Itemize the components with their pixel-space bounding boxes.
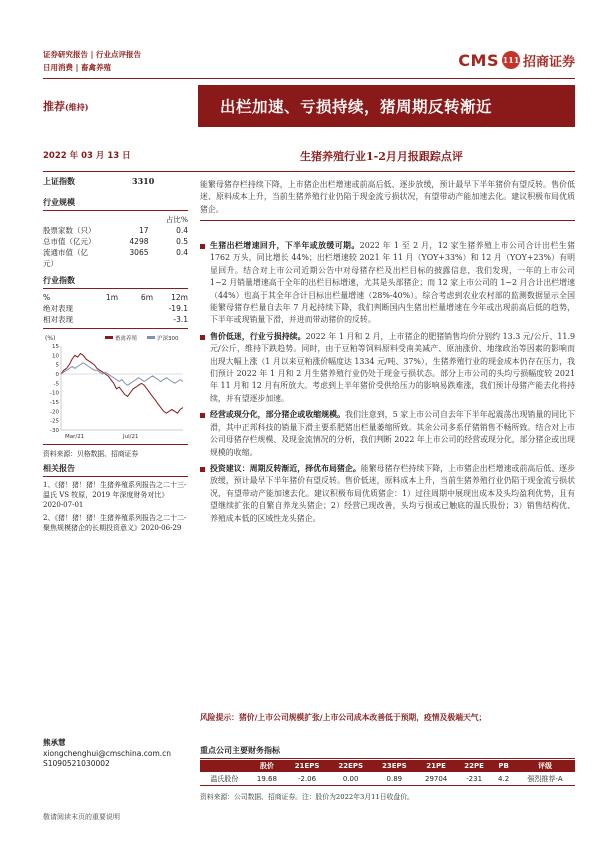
risk-warning: 风险提示：猪价/上市公司规模扩张/上市公司成本改善低于预期，疫情及极端天气；	[200, 713, 487, 722]
bullet-text: 能繁母猪存栏持续下降，上市猪企出栏增速或前高后低、逐步放缓，预计最早下半年猪价有望反转。售价低迷，原料成本上升，当前生猪养殖行业仍陷于现金流亏损状况，有望带动产能加速去化。建议积极布局优质猪企：1）过往周期中展现出成本及头均盈利优势，且有望继续扩张的自繁自养龙头猪企；2）经营已现改善，头均亏损或已触底的温氏股份；3）销售结构优、养殖成本低的区域性龙头猪企。	[210, 463, 575, 523]
performance-chart	[43, 332, 188, 442]
fin-table-header: 股价 21EPS 22EPS 23EPS 21PE 22PE PB 评级	[200, 760, 575, 772]
bullet-marker-icon	[200, 467, 205, 472]
legend-swatch	[147, 336, 155, 339]
fin-table-source: 资料来源：公司数据、招商证券。注：股价为2022年3月11日收盘价。	[200, 793, 414, 801]
bullet-lead: 经营或现分化，部分猪企或收缩规模。	[210, 410, 346, 420]
y-tick-label: -5	[53, 381, 59, 388]
bullet-item	[200, 331, 575, 405]
cms-logo	[458, 49, 575, 71]
footer-note: 敬请阅读末页的重要说明	[43, 813, 120, 821]
y-tick-label: -15	[50, 400, 59, 406]
scale-header: 占比%	[165, 215, 188, 224]
fin-table	[200, 760, 575, 786]
related-item[interactable]: 2、《猪！猪！猪！生猪养殖系列报告之二十二-聚焦规模猪企的长期投资意义》2020-06-29	[43, 514, 187, 532]
perf-row: 相对表现 -3.1	[43, 315, 188, 324]
scale-title: 行业规模	[43, 197, 75, 207]
bullet-text: 我们注意到，5 家上市公司自去年下半年起震荡出现销量的同比下滑，其中正邦科技的销量下滑主要系肥猪出栏量萎缩所致。其余公司多系仔猪销售不畅所致。结合对上市公司母猪存栏规模、及现金流情况的分析，我们判断 2022 年上市公司的经营或现分化，部分猪企或出现规模的收缩。	[210, 410, 575, 457]
y-tick-label: 15	[52, 344, 59, 350]
report-subtitle: 生猪养殖行业1-2月月报跟踪点评	[300, 150, 463, 163]
index-value: 3310	[132, 176, 155, 186]
rating-main: 推荐	[43, 100, 65, 113]
index-row	[43, 176, 188, 187]
scale-row: 股票家数（只） 17 0.4	[43, 226, 188, 235]
bullet-item	[200, 463, 575, 525]
y-tick-label: -20	[50, 409, 59, 416]
y-tick-label: 10	[52, 353, 59, 360]
rating	[43, 98, 89, 114]
bullet-lead: 生猪出栏增速回升，下半年或放缓可期。	[210, 241, 360, 250]
fin-table-title: 重点公司主要财务指标	[200, 745, 575, 759]
report-sector: 日用消费 | 畜禽养殖	[43, 63, 111, 72]
bullet-marker-icon	[200, 413, 205, 418]
perf-header: % 1m 6m 12m	[43, 293, 188, 302]
legend-label: 沪深300	[157, 336, 179, 342]
related-title: 相关报告	[43, 463, 75, 473]
scale-rule	[43, 210, 188, 211]
analyst-name: 熊承慧	[43, 738, 66, 747]
logo-cn: 招商证券	[522, 54, 575, 70]
report-date: 2022 年 03 月 13 日	[43, 151, 131, 161]
report-title: 出栏加速、亏损持续，猪周期反转渐近	[198, 85, 575, 127]
perf-row: 绝对表现 -19.1	[43, 304, 188, 313]
summary: 能繁母猪存栏持续下降，上市猪企出栏增速或前高后低、逐步放缓，预计最早下半年猪价有望反转。售价低迷、原料成本上升，当前生猪养殖行业仍陷于现金流亏损状况，有望带动产能加速去化。建议积极布局优质猪企。	[200, 179, 575, 221]
scale-row: 流通市值（亿元） 3065 0.4	[43, 248, 188, 268]
legend-swatch	[105, 336, 113, 339]
chart-source: 资料来源：贝格数据、招商证券	[43, 450, 139, 458]
bullet-item	[200, 409, 575, 459]
y-tick-label: -30	[50, 428, 59, 434]
bullet-lead: 投资建议：周期反转渐近，择优布局猪企。	[210, 463, 361, 473]
related-item[interactable]: 1、《猪！猪！猪！生猪养殖系列报告之二十三- 温氏 VS 牧原，2019 年深度财务对比》2020-07-01	[43, 481, 187, 509]
bullet-item	[200, 240, 575, 327]
analyst-block	[43, 738, 171, 770]
x-tick-label: Mar/21	[65, 434, 85, 440]
y-tick-label: -10	[50, 390, 59, 397]
y-tick-label: -25	[50, 418, 59, 425]
bullet-lead: 售价低迷，行业亏损持续。	[210, 331, 306, 341]
analyst-license: S1090521030002	[43, 759, 110, 768]
bullet-list	[200, 240, 575, 529]
scale-row: 总市值（亿元） 4298 0.5	[43, 237, 188, 246]
legend-label: 畜禽养殖	[115, 336, 138, 342]
x-tick-label: Jul/21	[123, 434, 139, 440]
rating-sub: (维持)	[65, 102, 89, 112]
y-tick-label: 5	[55, 362, 59, 369]
report-type: 证券研究报告 | 行业点评报告	[43, 50, 141, 59]
bullet-marker-icon	[200, 335, 205, 340]
table-row: 温氏股份 19.68 -2.06 0.00 0.89 29704 -231 4.2 强烈推荐-A	[200, 772, 575, 786]
series-line	[61, 354, 183, 414]
index-label: 上证指数	[43, 176, 75, 186]
perf-title: 行业指数	[43, 275, 75, 285]
y-axis-label: (%)	[45, 335, 56, 342]
y-tick-label: 0	[55, 372, 59, 378]
perf-rule	[43, 288, 188, 289]
bullet-text: 2022 年 1 至 2 月，12 家生猪养殖上市公司合计出栏生猪 1762 万头，同比增长 44%；出栏增速较 2021 年 11 月（YOY+33%）和 12 月（YOY+23%）有明显回升。结合对上市公司近期公告中对母猪存栏及出栏目标的披露信息，我们发现，一年的上市公司 1~2 月销量增速高于全年的出栏目标增速，尤其是头部猪企；而 12 家上市公司的 1~2 月合计出栏增速（44%）也高于其全年合计目标出栏量增速（28%-40%）。综合考虑到农业农村部的监测数据显示全国能繁母猪存栏量自去年 7 月起持续下降，我们判断国内生猪出栏量增速在今年或出现前高后低的趋势，下半年或现销量下滑，并进而带动猪价的反转。	[210, 241, 575, 325]
header-divider	[43, 78, 575, 79]
analyst-email[interactable]: xiongchenghui@cmschina.com.cn	[43, 748, 172, 758]
title-divider	[43, 171, 575, 172]
bullet-text: 2022 年 1 月和 2 月，上市猪企的肥猪销售均价分别约 13.3 元/公斤、11.9 元/公斤，维持下跌趋势。同时，由于豆粕等饲料原料受南美减产、原油涨价、地缘政治等因素的影响而出现大幅上涨（1 月以来豆粕涨价幅度达 1334 元/吨、37%），生猪养殖行业的现金成本仍存在压力，我们预计 2022 年 1 月和 2 月生猪养殖行业仍处于现金亏损状态。部分上市公司的头均亏损幅度较 2021 年 11 月和 12 月有所放大。考虑到上半年猪价受供给压力的影响易跌难涨，我们预计母猪产能去化将持续，并有望逐步加速。	[210, 331, 575, 403]
bullet-marker-icon	[200, 244, 205, 249]
logo-text: CMS	[458, 50, 499, 70]
sidebar	[43, 176, 188, 533]
logo-badge-icon: 111	[502, 51, 520, 69]
